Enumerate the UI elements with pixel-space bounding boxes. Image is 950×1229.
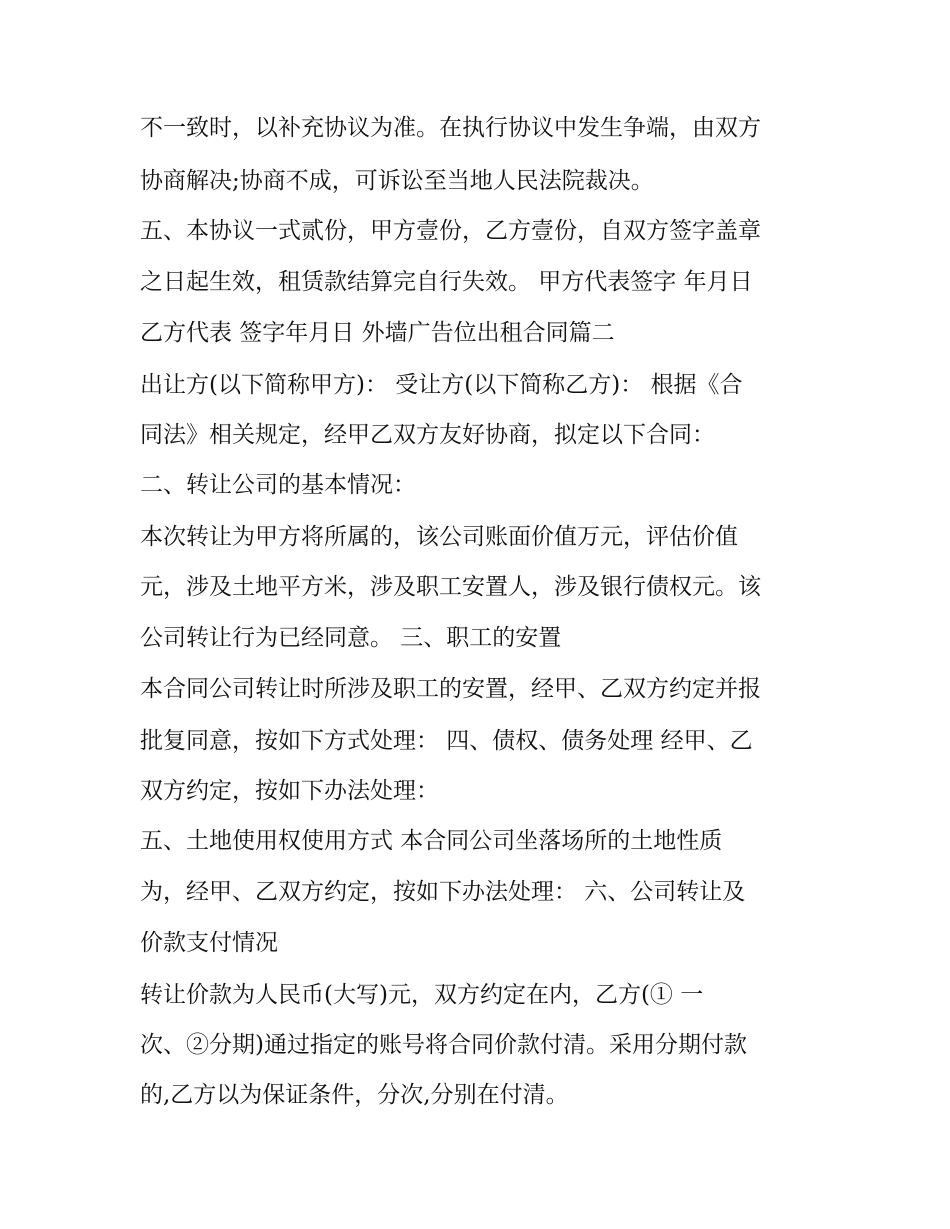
text-line: 本合同公司转让时所涉及职工的安置，经甲、乙双方约定并报 xyxy=(140,676,761,702)
text-line: 公司转让行为已经同意。 三、职工的安置 xyxy=(140,625,562,651)
text-line: 批复同意，按如下方式处理： 四、债权、债务处理 经甲、乙 xyxy=(140,728,753,754)
text-line: 五、土地使用权使用方式 本合同公司坐落场所的土地性质 xyxy=(140,828,723,854)
text-line: 次、②分期)通过指定的账号将合同价款付清。采用分期付款 xyxy=(140,1032,747,1058)
text-line: 五、本协议一式贰份，甲方壹份，乙方壹份，自双方签字盖章 xyxy=(140,218,761,244)
text-line: 的,乙方以为保证条件，分次,分别在付清。 xyxy=(140,1082,569,1108)
text-line: 乙方代表 签字年月日 外墙广告位出租合同篇二 xyxy=(140,320,615,346)
text-line: 不一致时，以补充协议为准。在执行协议中发生争端，由双方 xyxy=(140,115,761,141)
text-line: 本次转让为甲方将所属的，该公司账面价值万元，评估价值 xyxy=(140,524,738,550)
text-line: 之日起生效，租赁款结算完自行失效。 甲方代表签字 年月日 xyxy=(140,269,753,295)
text-line: 元，涉及土地平方米，涉及职工安置人，涉及银行债权元。该 xyxy=(140,574,761,600)
text-line: 价款支付情况 xyxy=(140,930,278,956)
text-line: 转让价款为人民币(大写)元，双方约定在内，乙方(① 一 xyxy=(140,982,704,1008)
text-line: 为，经甲、乙双方约定，按如下办法处理： 六、公司转让及 xyxy=(140,879,746,905)
text-line: 协商解决;协商不成，可诉讼至当地人民法院裁决。 xyxy=(140,168,654,194)
text-line: 二、转让公司的基本情况： xyxy=(140,472,416,498)
text-line: 出让方(以下简称甲方)： 受让方(以下简称乙方)： 根据《合 xyxy=(140,372,743,398)
text-line: 同法》相关规定，经甲乙双方友好协商，拟定以下合同： xyxy=(140,422,715,448)
text-line: 双方约定，按如下办法处理： xyxy=(140,778,439,804)
